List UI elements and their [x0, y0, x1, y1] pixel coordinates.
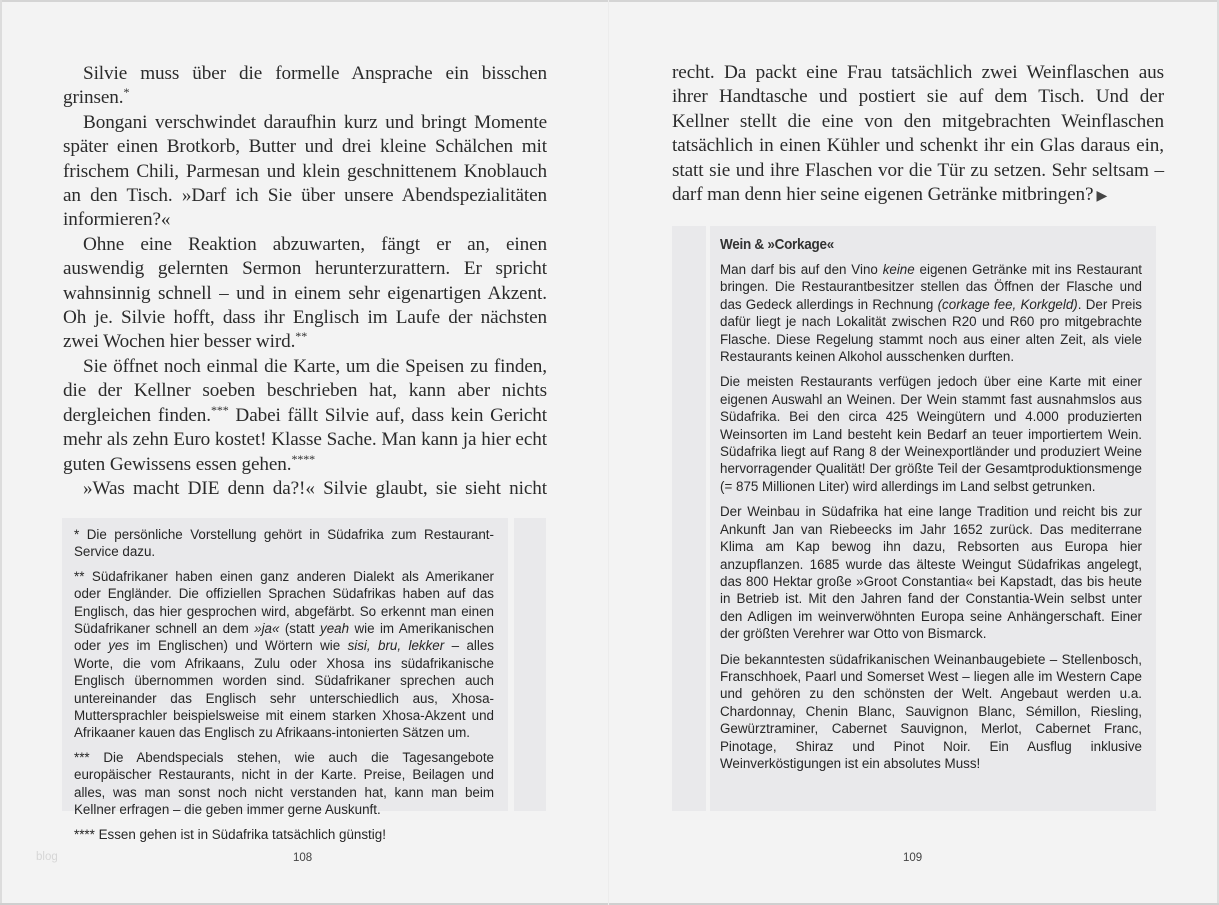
right-page	[609, 0, 1219, 905]
footnote-text: Die Abendspecials stehen, wie auch die Tagesangebote europäischer Restaurants, nicht in der Karte. Preise, Beilagen und alles, was man sonst noch nicht verstanden hat, kann man beim Kellner erfragen – die geben immer gerne Auskunft.	[74, 749, 494, 818]
footnote-text: – alles Worte, die vom Afrikaans, Zulu oder Xhosa ins südafrikanische Englisch übernommen worden sind. Südafrikaner sprechen auch untereinander das Englisch sehr unterschiedlich aus, Xhosa-Muttersprachler beispielsweise mit einem starken Xhosa-Akzent und Afrikaaner kauen das Englisch zu Afrikaans-intonierten Sätzen um.	[74, 638, 494, 741]
footnotes-box	[62, 518, 508, 842]
paragraph	[63, 62, 547, 111]
footnote-marker: ****	[74, 826, 95, 842]
paragraph	[63, 355, 547, 477]
sidebar-text: eigenen Getränke mit ins Restaurant bringen. Die Restaurantbesitzer stellen das Öffnen der Flasche und das Gedeck allerdings in Rechnung	[720, 262, 1143, 312]
paragraph-text: Dabei fällt Silvie auf, dass kein Gericht mehr als zehn Euro kostet! Klasse Sache. Man kann ja hier echt guten Gewissens essen gehen.	[63, 404, 548, 475]
sidebar-paragraph	[720, 261, 1142, 365]
footnote-text: Südafrikaner haben einen ganz anderen Dialekt als Amerikaner oder Engländer. Die offiziellen Sprachen Südafrikas haben auf das Englisch, das hier gesprochen wird, abgefärbt. So erkennt man einen Südafrikaner schnell an dem	[74, 568, 494, 637]
paragraph-text: Silvie muss über die formelle Ansprache ein bisschen grinsen.	[63, 63, 547, 109]
wine-info-box	[710, 226, 1156, 811]
footnote-italic: yeah	[320, 621, 350, 637]
left-page-body	[63, 62, 547, 501]
sidebar-italic: (corkage fee, Korkgeld)	[937, 296, 1078, 312]
footnote-text: Die persönliche Vorstellung gehört in Südafrika zum Restaurant-Service dazu.	[74, 527, 494, 560]
footnote-ref[interactable]: **	[295, 329, 308, 344]
right-page-body	[672, 61, 1164, 209]
page-number-right: 109	[903, 852, 923, 864]
footnote	[74, 826, 494, 843]
sidebar-italic: keine	[882, 262, 915, 277]
footnote-text: wie im Amerikanischen oder	[74, 621, 494, 654]
sidebar-paragraph: Der Weinbau in Südafrika hat eine lange Tradition und reicht bis zur Ankunft Jan van Riebeecks im Jahr 1652 zurück. Das mediterrane Klima am Kap bewog ihn dazu, Rebsorten aus Europa hier anzupflanzen. 1685 wurde das älteste Weingut Südafrikas angelegt, das 800 Hektar große »Groot Constantia« bei Kapstadt, das bis heute in Betrieb ist. Mit den Jahren fand der Constantia-Wein selbst unter den Adligen im weinverwöhnten Europa seine Anhängerschaft. Einer der größten Verehrer war Otto von Bismarck.	[720, 504, 1142, 642]
footnote-text: im Englischen) und Wörtern wie	[129, 638, 348, 654]
footnote	[74, 526, 494, 561]
paragraph-text: »Was macht DIE denn da?!« Silvie glaubt, sie sieht nicht	[83, 477, 547, 499]
footnote	[74, 568, 494, 742]
sidebar-paragraph: Die bekanntesten südafrikanischen Weinanbaugebiete – Stellenbosch, Franschhoek, Paarl und Somerset West – liegen alle im Western Cape und gehören zu den schönsten der Welt. Angebaut werden u.a. Chardonnay, Chenin Blanc, Sauvignon Blanc, Sémillon, Riesling, Gewürztraminer, Cabernet Sauvignon, Merlot, Cabernet Franc, Pinotage, Shiraz und Pinot Noir. Ein Ausflug inklusive Weinverköstigungen ist ein absolutes Muss!	[720, 651, 1142, 771]
sidebar-text: . Der Preis dafür liegt je nach Lokalität zwischen R20 und R60 pro mitgebrachte Flasche. Diese Regelung stammt noch aus einer alten Zeit, als viele Restaurants keinen Alkohol ausschenken durften.	[720, 296, 1142, 365]
footnote-ref[interactable]: ****	[291, 451, 316, 466]
paragraph-text: Sie öffnet noch einmal die Karte, um die Speisen zu finden, die der Kellner soeben beschrieben hat, kann aber nichts dergleichen finden.	[63, 355, 547, 426]
paragraph	[63, 233, 547, 355]
paragraph-text: recht. Da packt eine Frau tatsächlich zwei Weinflaschen aus ihrer Handtasche und postiert sie auf dem Tisch. Und der Kellner stellt die eine von den mitgebrachten Weinflaschen tatsächlich in einen Kühler und schenkt ihr ein Glas daraus ein, statt sie und ihre Flaschen vor die Tür zu setzen. Sehr seltsam – darf man denn hier seine eigenen Getränke mitbringen?	[672, 62, 1164, 206]
watermark: blog	[36, 851, 58, 863]
sidebar-title: Wein & »Corkage«	[720, 236, 834, 253]
left-page	[0, 0, 609, 905]
page-number-left: 108	[293, 852, 313, 864]
paragraph-text: Bongani verschwindet daraufhin kurz und bringt Momente später einen Brotkorb, Butter und drei kleine Schälchen mit frischem Chili, Parmesan und klein geschnittenem Knoblauch an den Tisch. »Darf ich Sie über unsere Abendspezialitäten informieren?«	[63, 111, 547, 231]
footnote-marker: ***	[74, 749, 90, 765]
sidebar-side-strip	[672, 226, 706, 811]
footnote-italic: yes	[108, 638, 130, 654]
footnote-italic: »ja«	[254, 621, 280, 637]
paragraph	[63, 477, 547, 501]
sidebar-paragraph: Die meisten Restaurants verfügen jedoch über eine Karte mit einer eigenen Auswahl an Weinen. Der Wein stammt fast ausnahmslos aus Südafrika. Bei den circa 425 Weingütern und 4.000 produzierten Weinsorten im Land besteht kein Bedarf an teuer importiertem Wein. Südafrika liegt auf Rang 8 der Weinexportländer und produziert Weine hervorragender Qualität! Der größte Teil der Gesamtproduktionsmenge (= 875 Millionen Liter) wird allerdings im Land selbst getrunken.	[720, 374, 1142, 494]
paragraph	[63, 111, 547, 233]
sidebar-text: Man darf bis auf den Vino	[720, 262, 883, 277]
footnote-text: (statt	[279, 621, 321, 637]
footnote-ref[interactable]: *	[123, 85, 130, 100]
footnote-side-strip	[514, 518, 546, 811]
paragraph-text: Ohne eine Reaktion abzuwarten, fängt er an, einen auswendig gelernten Sermon herunterzurattern. Er spricht wahnsinnig schnell – und in einem sehr eigenartigen Akzent. Oh je. Silvie hofft, dass ihr Englisch im Laufe der nächsten zwei Wochen hier besser wird.	[63, 233, 547, 353]
footnote-text: Essen gehen ist in Südafrika tatsächlich günstig!	[98, 826, 386, 842]
footnote-marker: **	[74, 568, 85, 584]
footnote-marker: *	[74, 527, 80, 542]
footnote	[74, 749, 494, 819]
paragraph	[672, 61, 1164, 209]
continue-arrow-icon: ▶	[1096, 189, 1108, 205]
footnote-italic: sisi, bru, lekker	[347, 638, 445, 654]
footnote-ref[interactable]: ***	[210, 402, 229, 417]
